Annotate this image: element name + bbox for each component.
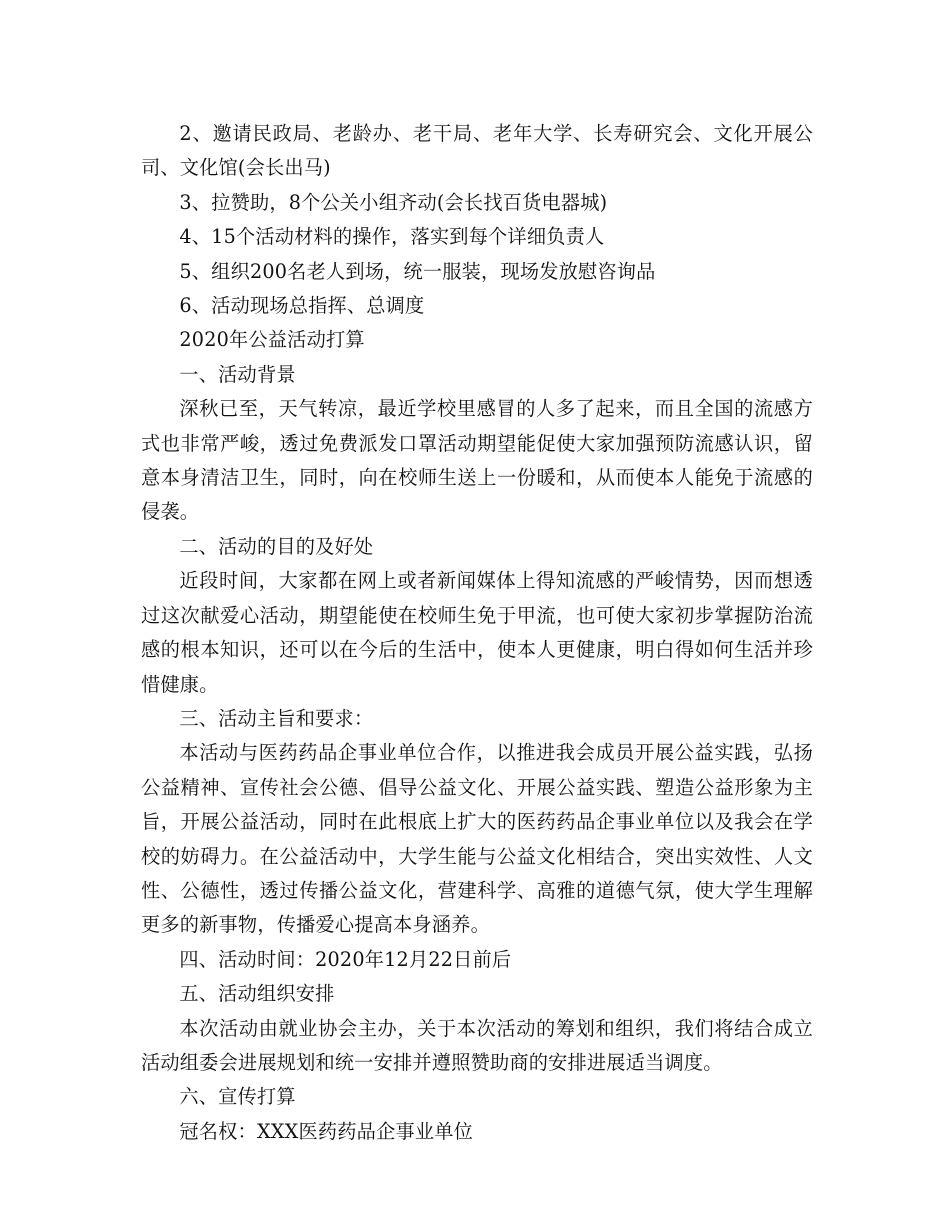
- section-heading-theme: 三、活动主旨和要求：: [179, 706, 374, 730]
- list-item-command: 6、活动现场总指挥、总调度: [179, 294, 425, 318]
- section-heading-time: 四、活动时间：2020年12月22日前后: [179, 947, 512, 971]
- paragraph-organization: 本次活动由就业协会主办，关于本次活动的筹划和组织，我们将结合成立活动组委会进展规划和统一安排并遵照赞助商的安排进展适当调度。: [141, 1016, 813, 1074]
- list-item-sponsorship: 3、拉赞助，8个公关小组齐动(会长找百货电器城): [179, 190, 608, 214]
- paragraph-background: 深秋已至，天气转凉，最近学校里感冒的人多了起来，而且全国的流感方式也非常严峻，透过免费派发口罩活动期望能促使大家加强预防流感认识，留意本身清洁卫生，同时，向在校师生送上一份暖和，从而使本人能免于流感的侵袭。: [141, 397, 813, 524]
- document-title: 2020年公益活动打算: [179, 328, 365, 352]
- section-heading-organization: 五、活动组织安排: [179, 982, 335, 1006]
- section-heading-purpose: 二、活动的目的及好处: [179, 534, 374, 558]
- list-item-materials: 4、15个活动材料的操作，落实到每个详细负责人: [179, 225, 605, 249]
- paragraph-theme: 本活动与医药药品企事业单位合作，以推进我会成员开展公益实践，弘扬公益精神、宣传社会公德、倡导公益文化、开展公益实践、塑造公益形象为主旨，开展公益活动，同时在此根底上扩大的医药药品企事业单位以及我会在学校的妨碍力。在公益活动中，大学生能与公益文化相结合，突出实效性、人文性、公德性，透过传播公益文化，营建科学、高雅的道德气氛，使大学生理解更多的新事物，传播爱心提高本身涵养。: [141, 741, 813, 937]
- section-heading-background: 一、活动背景: [179, 362, 296, 386]
- list-item-organize-elders: 5、组织200名老人到场，统一服装，现场发放慰咨询品: [179, 259, 656, 283]
- paragraph-naming-rights: 冠名权：XXX医药药品企事业单位: [179, 1119, 474, 1143]
- paragraph-purpose: 近段时间，大家都在网上或者新闻媒体上得知流感的严峻情势，因而想透过这次献爱心活动，期望能使在校师生免于甲流，也可使大家初步掌握防治流感的根本知识，还可以在今后的生活中，使本人更健康，明白得如何生活并珍惜健康。: [141, 569, 813, 696]
- list-item-invite-agencies: 2、邀请民政局、老龄办、老干局、老年大学、长寿研究会、文化开展公司、文化馆(会长出马): [141, 122, 813, 180]
- document-body: [141, 117, 813, 1149]
- section-heading-publicity: 六、宣传打算: [179, 1085, 296, 1109]
